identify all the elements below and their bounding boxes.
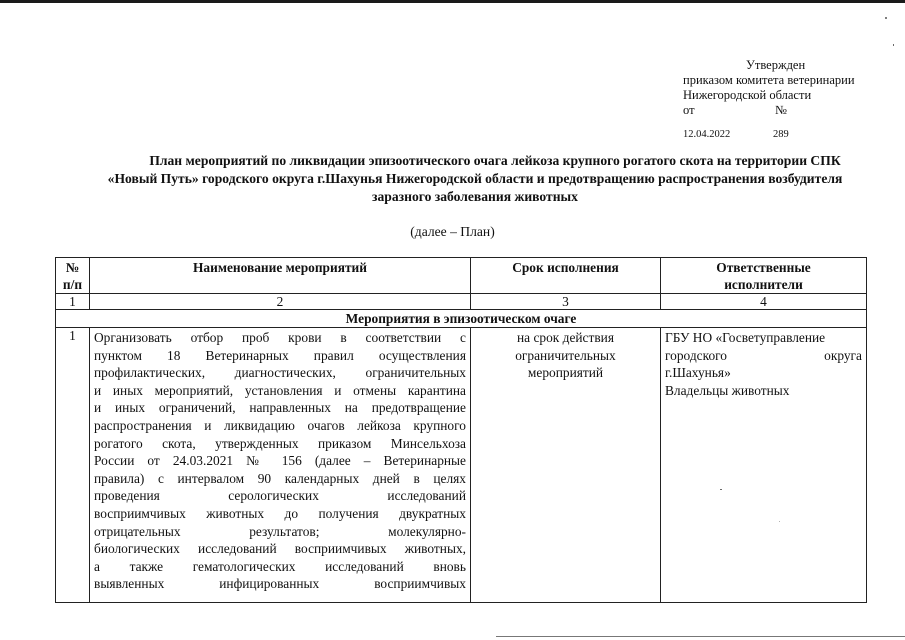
table-header-row <box>56 258 867 294</box>
scan-speck <box>885 17 887 19</box>
document-title-line-3: заразного заболевания животных <box>372 189 578 204</box>
header-executors <box>661 258 867 294</box>
section-row <box>56 310 867 328</box>
plan-table <box>55 257 867 603</box>
scan-bottom-line <box>496 636 905 637</box>
approval-block <box>683 58 855 142</box>
section-title: Мероприятия в эпизоотическом очаге <box>56 310 867 328</box>
header-num-line-2: п/п <box>62 277 83 292</box>
name-line: пунктом 18 Ветеринарных правил осуществления <box>94 347 466 363</box>
row-num: 1 <box>56 328 90 603</box>
name-line: России от 24.03.2021 № 156 (далее – Ветеринарные <box>94 453 466 469</box>
approval-number-label: № <box>775 103 787 117</box>
column-number-4: 4 <box>661 294 867 310</box>
header-name: Наименование мероприятий <box>90 258 471 294</box>
name-line: биологических исследований восприимчивых животных, <box>94 541 466 557</box>
row-name <box>90 328 471 603</box>
term-line: ограничительных <box>515 347 616 363</box>
document-subtitle: (далее – План) <box>410 224 495 239</box>
header-num-line-1: № <box>65 260 80 275</box>
row-executors <box>661 328 867 603</box>
approval-title: Утвержден <box>746 58 806 72</box>
name-line: Организовать отбор проб крови в соответствии с <box>94 330 466 345</box>
header-executors-line-2: исполнители <box>724 277 803 292</box>
name-line: проведения серологических исследований <box>94 488 466 504</box>
approval-line-1: приказом комитета ветеринарии <box>683 73 855 87</box>
row-term-text <box>475 328 656 382</box>
name-line: профилактических, диагностических, ограничительных <box>94 365 466 381</box>
name-line: восприимчивых животных до получения двукратных <box>94 505 466 521</box>
column-number-1: 1 <box>56 294 90 310</box>
table-row <box>56 328 867 603</box>
header-executors-line-1: Ответственные <box>716 260 811 275</box>
row-name-text <box>94 328 466 593</box>
row-executors-text <box>665 328 862 399</box>
executor-line: г.Шахунья» <box>665 365 731 381</box>
scan-speck <box>893 44 894 46</box>
executor-line: городского округа <box>665 347 862 363</box>
name-line: правила) с интервалом 90 календарных дней в целях <box>94 470 466 486</box>
header-num <box>56 258 90 294</box>
term-line: на срок действия <box>516 330 614 345</box>
column-number-3: 3 <box>471 294 661 310</box>
approval-ot-row <box>683 103 855 118</box>
scan-top-border <box>0 0 905 3</box>
header-term: Срок исполнения <box>471 258 661 294</box>
approval-date-row <box>683 127 855 142</box>
name-line: выявленных инфицированных восприимчивых <box>94 576 466 592</box>
document-title <box>60 152 890 206</box>
row-term <box>471 328 661 603</box>
name-line: отрицательных результатов; молекулярно- <box>94 523 466 539</box>
term-line: мероприятий <box>527 365 604 381</box>
approval-line-2: Нижегородской области <box>683 88 812 102</box>
document-title-line-2: «Новый Путь» городского округа г.Шахунья Нижегородской области и предотвращению распространения возбудителя <box>107 171 843 186</box>
executor-line: Владельцы животных <box>665 382 790 398</box>
name-line: и иных ограничений, направленных на предотвращение <box>94 400 466 416</box>
column-number-2: 2 <box>90 294 471 310</box>
executor-line: ГБУ НО «Госветуправление <box>665 330 826 345</box>
column-number-row <box>56 294 867 310</box>
name-line: рогатого скота, утвержденных приказом Минсельхоза <box>94 435 466 451</box>
name-line: и иных мероприятий, установления и отмены карантина <box>94 382 466 398</box>
approval-from-label: от <box>683 103 695 117</box>
approval-number: 289 <box>773 129 789 140</box>
document-title-line-1: План мероприятий по ликвидации эпизоотического очага лейкоза крупного рогатого скота на территории СПК <box>149 153 841 168</box>
approval-date: 12.04.2022 <box>683 129 731 140</box>
name-line: распространения и ликвидацию очагов лейкоза крупного <box>94 417 466 433</box>
name-line: а также гематологических исследований вновь <box>94 558 466 574</box>
